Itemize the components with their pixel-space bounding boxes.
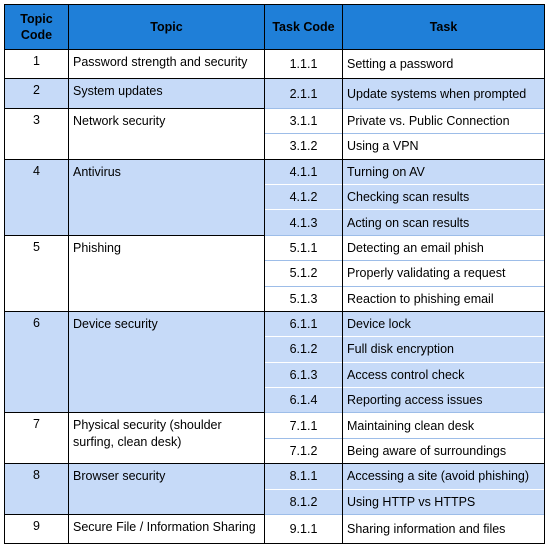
task-cell: Sharing information and files (343, 515, 545, 544)
task-cell: Maintaining clean desk (343, 413, 545, 438)
task-code-cell: 8.1.2 (265, 489, 343, 514)
topic-cell: Network security (69, 108, 265, 159)
header-task: Task (343, 5, 545, 50)
task-code-cell: 3.1.1 (265, 108, 343, 133)
topic-cell: Browser security (69, 464, 265, 515)
task-code-cell: 7.1.1 (265, 413, 343, 438)
table-row (5, 159, 545, 184)
topic-code-cell: 9 (5, 515, 69, 544)
task-cell: Device lock (343, 311, 545, 336)
topic-cell: Antivirus (69, 159, 265, 235)
task-code-cell: 5.1.1 (265, 235, 343, 260)
table-row (5, 235, 545, 260)
topic-cell: Device security (69, 311, 265, 413)
topics-table (4, 4, 545, 544)
topic-cell: Secure File / Information Sharing (69, 515, 265, 544)
header-row (5, 5, 545, 50)
task-cell: Turning on AV (343, 159, 545, 184)
task-code-cell: 5.1.2 (265, 261, 343, 286)
header-topic-code-line1: Topic (20, 12, 53, 26)
topic-code-cell: 3 (5, 108, 69, 159)
topic-cell: Password strength and security (69, 50, 265, 79)
task-cell: Reporting access issues (343, 388, 545, 413)
topic-code-cell: 4 (5, 159, 69, 235)
topic-code-cell: 8 (5, 464, 69, 515)
task-code-cell: 5.1.3 (265, 286, 343, 311)
table-row (5, 311, 545, 336)
task-code-cell: 6.1.4 (265, 388, 343, 413)
task-cell: Update systems when prompted (343, 79, 545, 108)
table-row (5, 464, 545, 489)
task-code-cell: 6.1.1 (265, 311, 343, 336)
task-cell: Accessing a site (avoid phishing) (343, 464, 545, 489)
topic-code-cell: 5 (5, 235, 69, 311)
task-cell: Full disk encryption (343, 337, 545, 362)
topic-code-cell: 7 (5, 413, 69, 464)
task-code-cell: 4.1.3 (265, 210, 343, 235)
task-code-cell: 1.1.1 (265, 50, 343, 79)
header-topic-code-line2: Code (20, 28, 53, 42)
table-row (5, 515, 545, 544)
task-cell: Reaction to phishing email (343, 286, 545, 311)
task-code-cell: 8.1.1 (265, 464, 343, 489)
table-row (5, 50, 545, 79)
header-topic-code (5, 5, 69, 50)
topic-cell: System updates (69, 79, 265, 108)
table-body (5, 50, 545, 544)
topic-code-cell: 2 (5, 79, 69, 108)
task-code-cell: 4.1.2 (265, 184, 343, 209)
task-cell: Checking scan results (343, 184, 545, 209)
table-row (5, 413, 545, 438)
task-code-cell: 9.1.1 (265, 515, 343, 544)
task-cell: Using HTTP vs HTTPS (343, 489, 545, 514)
task-cell: Using a VPN (343, 134, 545, 159)
header-task-code: Task Code (265, 5, 343, 50)
task-code-cell: 2.1.1 (265, 79, 343, 108)
table-row (5, 108, 545, 133)
task-cell: Setting a password (343, 50, 545, 79)
table-row (5, 79, 545, 108)
task-code-cell: 4.1.1 (265, 159, 343, 184)
topic-cell: Physical security (shoulder surfing, clean desk) (69, 413, 265, 464)
topic-code-cell: 6 (5, 311, 69, 413)
task-cell: Private vs. Public Connection (343, 108, 545, 133)
task-cell: Being aware of surroundings (343, 438, 545, 463)
task-cell: Properly validating a request (343, 261, 545, 286)
task-code-cell: 6.1.2 (265, 337, 343, 362)
topic-cell: Phishing (69, 235, 265, 311)
header-topic: Topic (69, 5, 265, 50)
task-cell: Acting on scan results (343, 210, 545, 235)
task-code-cell: 7.1.2 (265, 438, 343, 463)
task-code-cell: 6.1.3 (265, 362, 343, 387)
task-code-cell: 3.1.2 (265, 134, 343, 159)
topic-code-cell: 1 (5, 50, 69, 79)
task-cell: Access control check (343, 362, 545, 387)
task-cell: Detecting an email phish (343, 235, 545, 260)
